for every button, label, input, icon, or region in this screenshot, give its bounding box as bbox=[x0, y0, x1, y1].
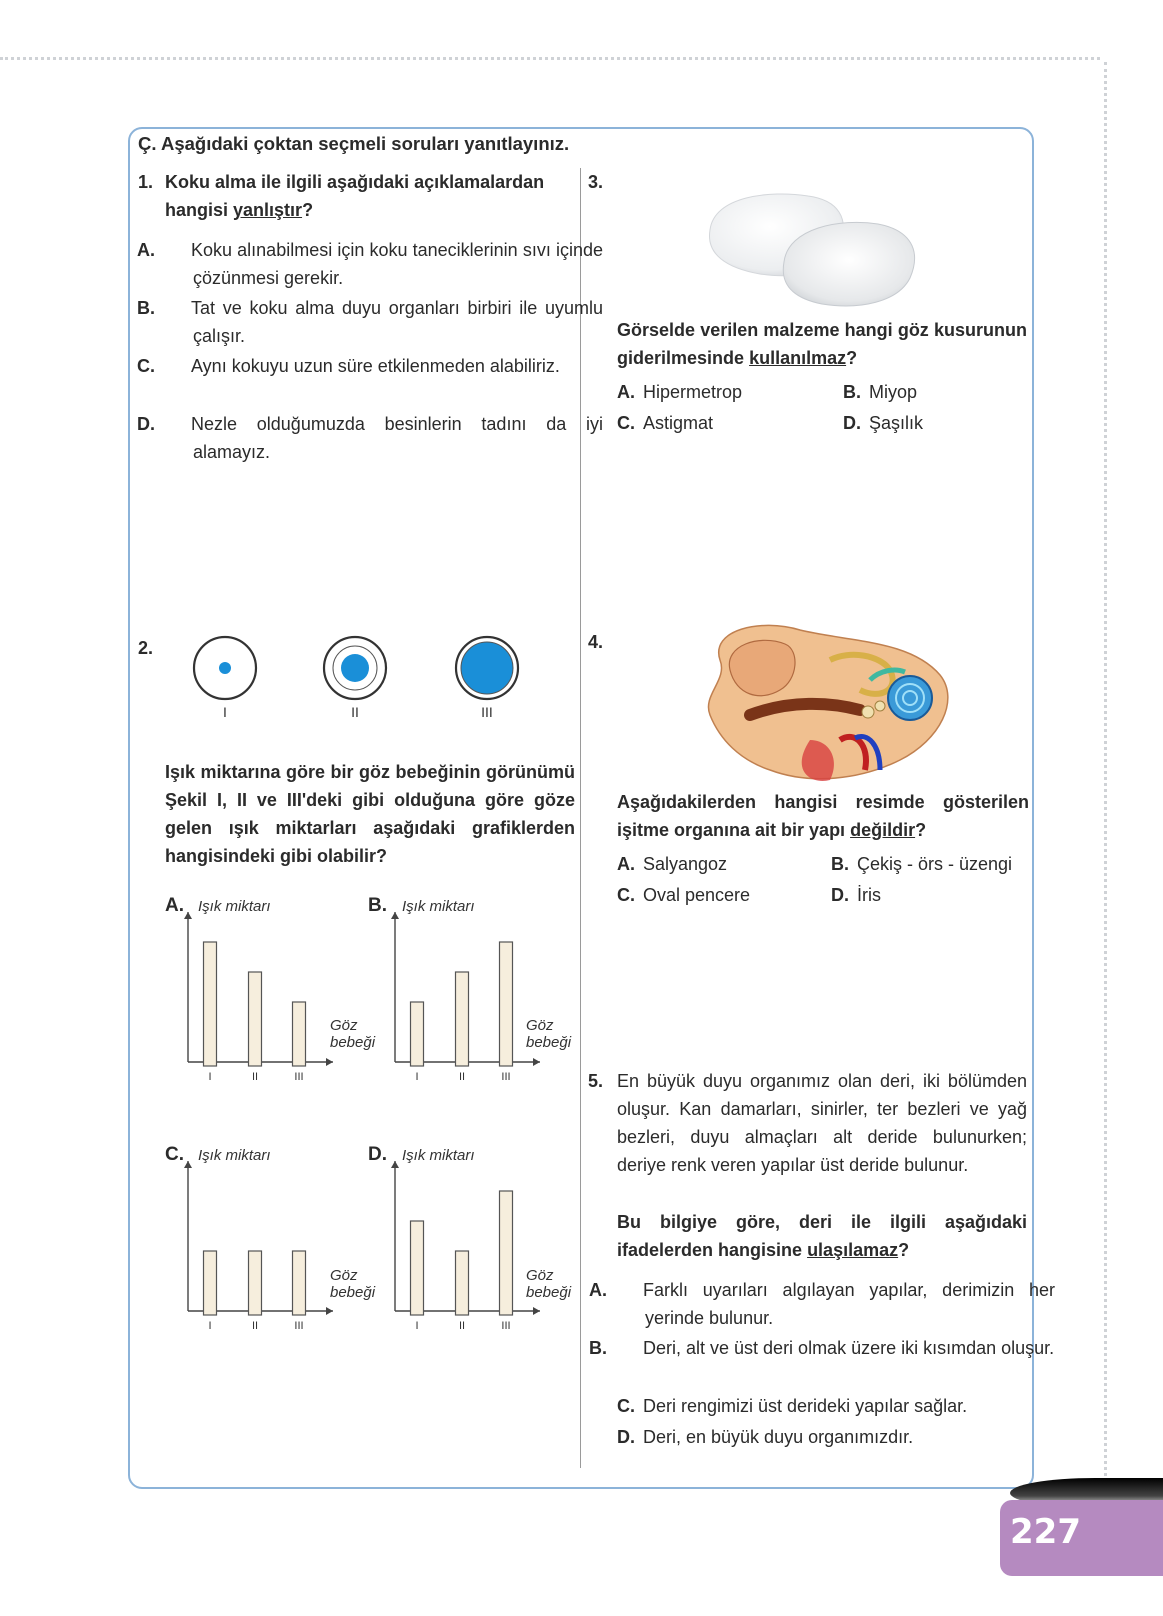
option-letter: C. bbox=[617, 413, 635, 433]
chart-y-arrow bbox=[391, 1161, 399, 1168]
chart-xlabel-line1: Göz bbox=[526, 1267, 554, 1284]
option-text: Nezle olduğumuzda besinlerin tadını da iyi alamayız. bbox=[191, 414, 603, 462]
chart-tick-label: II bbox=[251, 1320, 259, 1332]
chart-xlabel-line2: bebeği bbox=[526, 1284, 572, 1301]
ear-anatomy-image bbox=[690, 620, 960, 790]
option-letter: A. bbox=[137, 240, 155, 260]
q4-option-b[interactable] bbox=[831, 850, 1012, 878]
chart-tick-label: I bbox=[415, 1071, 419, 1083]
section-title: Ç. Aşağıdaki çoktan seçmeli soruları yanıtlayınız. bbox=[138, 133, 570, 154]
chart-xlabel-line2: bebeği bbox=[330, 1284, 376, 1301]
q3-stem-keyword: kullanılmaz bbox=[749, 348, 847, 368]
option-letter: C. bbox=[617, 1396, 635, 1416]
option-text: İris bbox=[857, 885, 881, 905]
option-letter: D. bbox=[831, 885, 849, 905]
q5-stem bbox=[617, 1208, 1027, 1264]
q1-stem-qmark: ? bbox=[302, 200, 314, 220]
option-text: Aynı kokuyu uzun süre etkilenmeden alabiliriz. bbox=[191, 356, 560, 376]
chart-tick-label: I bbox=[208, 1320, 212, 1332]
chart-a-ylabel: Işık miktarı bbox=[198, 898, 271, 915]
q1-stem-keyword: yanlıştır bbox=[233, 200, 303, 220]
chart-tick-label: III bbox=[294, 1071, 304, 1083]
option-letter: A. bbox=[589, 1280, 607, 1300]
chart-d-ylabel: Işık miktarı bbox=[402, 1147, 475, 1164]
q5-option-a[interactable] bbox=[589, 1276, 1055, 1332]
chart-bar bbox=[411, 1221, 424, 1315]
chart-xlabel-line2: bebeği bbox=[526, 1034, 572, 1051]
q4-stem-keyword: değildir bbox=[850, 820, 916, 840]
chart-xlabel-line1: Göz bbox=[526, 1017, 554, 1034]
q4-stem-qmark: ? bbox=[915, 820, 927, 840]
q5-stem-qmark: ? bbox=[898, 1240, 910, 1260]
chart-bar bbox=[500, 1191, 513, 1315]
option-text: Koku alınabilmesi için koku taneciklerinin sıvı içinde çözünmesi gerekir. bbox=[191, 240, 603, 288]
q4-number: 4. bbox=[588, 632, 604, 652]
q1-number: 1. bbox=[138, 172, 154, 192]
q2-number: 2. bbox=[138, 638, 154, 658]
option-letter: C. bbox=[137, 356, 155, 376]
chart-tick-label: I bbox=[415, 1320, 419, 1332]
option-text: Astigmat bbox=[643, 413, 714, 433]
chart-tick-label: II bbox=[458, 1071, 466, 1083]
q4-stem-text: Aşağıdakilerden hangisi resimde gösterilen işitme organına ait bir yapı bbox=[617, 792, 1029, 840]
option-letter: B. bbox=[831, 854, 849, 874]
q4-option-a[interactable] bbox=[617, 850, 727, 878]
q5-option-d[interactable] bbox=[617, 1423, 1027, 1451]
option-letter: D. bbox=[137, 414, 155, 434]
chart-tick-label: III bbox=[501, 1071, 511, 1083]
chart-tick-label: II bbox=[251, 1071, 259, 1083]
chart-c-letter: C. bbox=[165, 1144, 184, 1165]
chart-tick-label: II bbox=[458, 1320, 466, 1332]
chart-xlabel-line2: bebeği bbox=[330, 1034, 376, 1051]
option-text: Şaşılık bbox=[869, 413, 924, 433]
q1-stem-text: Koku alma ile ilgili aşağıdaki açıklamalardan bbox=[165, 172, 545, 192]
option-text: Salyangoz bbox=[643, 854, 728, 874]
chart-a-letter: A. bbox=[165, 895, 184, 916]
option-text: Çekiş - örs - üzengi bbox=[857, 854, 1013, 874]
q4-stem bbox=[617, 788, 1029, 844]
option-letter: B. bbox=[589, 1338, 607, 1358]
chart-b-ylabel: Işık miktarı bbox=[402, 898, 475, 915]
q5-passage: En büyük duyu organımız olan deri, iki bölümden oluşur. Kan damarları, sinirler, ter bezleri ve yağ bezleri, duyu almaçları alt deride bulunurken; deriye renk veren yapılar üst deride bulunur. bbox=[617, 1071, 1027, 1175]
q2-stem: Işık miktarına göre bir göz bebeğinin görünümü Şekil I, II ve III'deki gibi olduğuna göre göze gelen ışık miktarları aşağıdaki grafiklerden hangisindeki gibi olabilir? bbox=[165, 762, 575, 866]
page-number: 227 bbox=[1010, 1512, 1081, 1552]
option-letter: A. bbox=[617, 382, 635, 402]
option-letter: B. bbox=[137, 298, 155, 318]
chart-x-arrow bbox=[533, 1307, 540, 1315]
q4-option-c[interactable] bbox=[617, 881, 750, 909]
q5-stem-text: Bu bilgiye göre, deri ile ilgili aşağıdaki ifadelerden hangisine bbox=[617, 1212, 1027, 1260]
chart-tick-label: III bbox=[294, 1320, 304, 1332]
chart-tick-label: III bbox=[501, 1320, 511, 1332]
option-letter: D. bbox=[617, 1427, 635, 1447]
q3-stem-text: Görselde verilen malzeme hangi göz kusurunun giderilmesinde bbox=[617, 320, 1027, 368]
chart-xlabel-line1: Göz bbox=[330, 1017, 358, 1034]
q1-stem-text2: hangisi bbox=[165, 200, 229, 220]
option-letter: C. bbox=[617, 885, 635, 905]
q5-option-c[interactable] bbox=[617, 1392, 1027, 1420]
option-text: Oval pencere bbox=[643, 885, 751, 905]
chart-xlabel-line1: Göz bbox=[330, 1267, 358, 1284]
figure-label-1: I bbox=[223, 704, 227, 720]
q3-number: 3. bbox=[588, 172, 604, 192]
chart-bar bbox=[456, 1251, 469, 1315]
option-letter: A. bbox=[617, 854, 635, 874]
q4-option-d[interactable] bbox=[831, 881, 881, 909]
option-text: Deri, alt ve üst deri olmak üzere iki kısımdan oluşur. bbox=[643, 1338, 1055, 1358]
figure-label-3: III bbox=[481, 704, 493, 720]
q5-stem-keyword: ulaşılamaz bbox=[807, 1240, 899, 1260]
q5-option-b[interactable] bbox=[589, 1334, 1055, 1362]
chart-d-letter: D. bbox=[368, 1144, 387, 1165]
option-letter: B. bbox=[843, 382, 861, 402]
figure-label-2: II bbox=[351, 704, 359, 720]
option-text: Deri rengimizi üst derideki yapılar sağlar. bbox=[643, 1396, 968, 1416]
option-text: Miyop bbox=[869, 382, 918, 402]
option-text: Deri, en büyük duyu organımızdır. bbox=[643, 1427, 914, 1447]
option-text: Farklı uyarıları algılayan yapılar, derimizin her yerinde bulunur. bbox=[643, 1280, 1055, 1328]
chart-b-letter: B. bbox=[368, 895, 387, 916]
option-letter: D. bbox=[843, 413, 861, 433]
option-text: Tat ve koku alma duyu organları birbiri ile uyumlu çalışır. bbox=[191, 298, 603, 346]
q3-stem-qmark: ? bbox=[846, 348, 858, 368]
chart-c-ylabel: Işık miktarı bbox=[198, 1147, 271, 1164]
q5-number: 5. bbox=[588, 1071, 604, 1091]
option-text: Hipermetrop bbox=[643, 382, 743, 402]
chart-tick-label: I bbox=[208, 1071, 212, 1083]
